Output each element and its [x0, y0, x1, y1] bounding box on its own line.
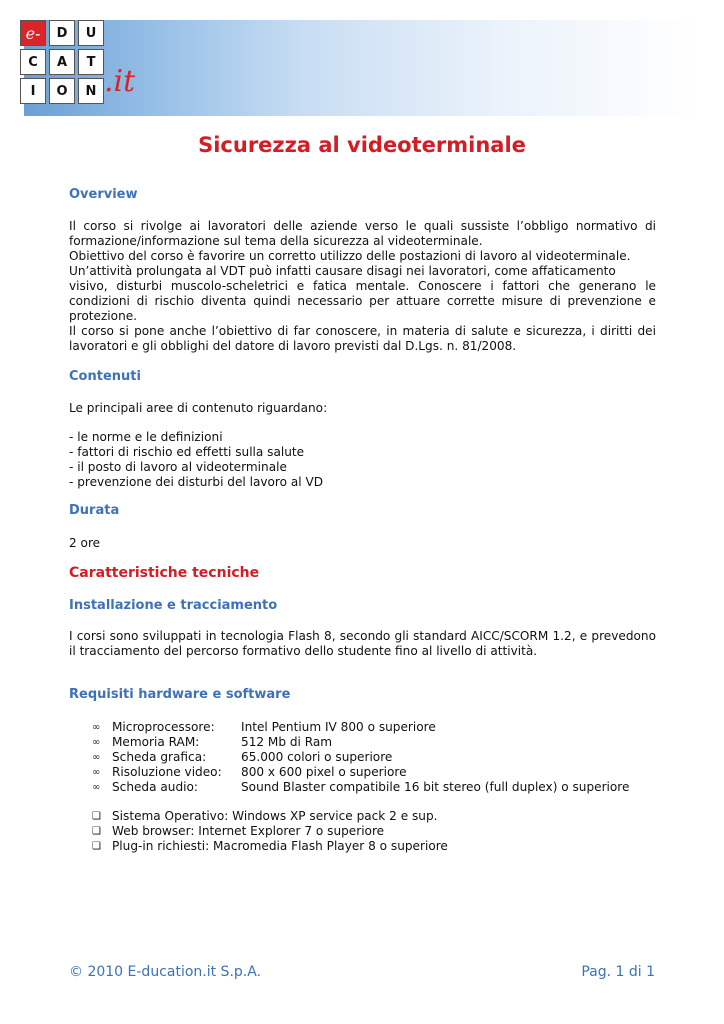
bullet-icon: ∞: [92, 767, 101, 778]
overview-text: [69, 219, 656, 354]
hardware-label: Scheda audio:: [112, 780, 198, 794]
hardware-value: 800 x 600 pixel o superiore: [241, 765, 407, 779]
software-item: Sistema Operativo: Windows XP service pack 2 e sup.: [112, 809, 438, 823]
contenuti-heading: Contenuti: [69, 369, 141, 384]
requisiti-heading: Requisiti hardware e software: [69, 687, 291, 702]
hardware-row: [92, 765, 629, 780]
hardware-row: [92, 735, 629, 750]
hardware-label: Scheda grafica:: [112, 750, 207, 764]
hardware-value: 65.000 colori o superiore: [241, 750, 393, 764]
hardware-value: Sound Blaster compatibile 16 bit stereo (full duplex) o superiore: [241, 780, 630, 794]
overview-paragraph: Il corso si pone anche l’obiettivo di far conoscere, in materia di salute e sicurezza, i diritti dei lavoratori e gli obblighi del datore di lavoro previsti dal D.Lgs. n. 81/2008.: [69, 324, 656, 353]
checkbox-bullet-icon: ❑: [92, 811, 101, 822]
list-item: - il posto di lavoro al videoterminale: [69, 460, 287, 474]
hardware-row: [92, 750, 629, 765]
overview-paragraph: Un’attività prolungata al VDT può infatti causare disagi nei lavoratori, come affaticamento: [69, 264, 616, 278]
logo-cell: D: [49, 20, 75, 46]
overview-heading: Overview: [69, 187, 138, 202]
bullet-icon: ∞: [92, 737, 101, 748]
contenuti-intro: Le principali aree di contenuto riguardano:: [69, 401, 328, 415]
bullet-icon: ∞: [92, 722, 101, 733]
hardware-row: [92, 720, 629, 735]
hardware-list: [92, 720, 629, 795]
logo-suffix: .it: [104, 64, 136, 99]
logo-cell: A: [49, 49, 75, 75]
logo-cell: e-: [20, 20, 46, 46]
list-item: - fattori di rischio ed effetti sulla salute: [69, 445, 305, 459]
logo-cell: N: [78, 78, 104, 104]
installazione-heading: Installazione e tracciamento: [69, 598, 278, 613]
education-logo: [20, 20, 104, 104]
logo-cell: U: [78, 20, 104, 46]
software-row: [92, 809, 448, 824]
hardware-label: Risoluzione video:: [112, 765, 222, 779]
hardware-label: Microprocessore:: [112, 720, 215, 734]
caratteristiche-heading: Caratteristiche tecniche: [69, 565, 260, 581]
installazione-text: I corsi sono sviluppati in tecnologia Flash 8, secondo gli standard AICC/SCORM 1.2, e prevedono il tracciamento del percorso formativo dello studente fino al livello di attività.: [69, 629, 656, 658]
bullet-icon: ∞: [92, 782, 101, 793]
page-title: Sicurezza al videoterminale: [198, 133, 526, 157]
software-item: Web browser: Internet Explorer 7 o superiore: [112, 824, 385, 838]
software-list: [92, 809, 448, 854]
hardware-row: [92, 780, 629, 795]
bullet-icon: ∞: [92, 752, 101, 763]
overview-paragraph: Il corso si rivolge ai lavoratori delle aziende verso le quali sussiste l’obbligo normativo di formazione/informazione sul tema della sicurezza al videoterminale.: [69, 219, 656, 248]
hardware-value: Intel Pentium IV 800 o superiore: [241, 720, 436, 734]
hardware-label: Memoria RAM:: [112, 735, 200, 749]
list-item: - prevenzione dei disturbi del lavoro al VD: [69, 475, 324, 489]
logo-cell: C: [20, 49, 46, 75]
checkbox-bullet-icon: ❑: [92, 826, 101, 837]
logo-cell: I: [20, 78, 46, 104]
software-row: [92, 824, 448, 839]
durata-heading: Durata: [69, 503, 120, 518]
durata-value: 2 ore: [69, 536, 101, 550]
overview-paragraph: Obiettivo del corso è favorire un corretto utilizzo delle postazioni di lavoro al videoterminale.: [69, 249, 631, 263]
software-item: Plug-in richiesti: Macromedia Flash Player 8 o superiore: [112, 839, 448, 853]
logo-cell: T: [78, 49, 104, 75]
overview-paragraph: visivo, disturbi muscolo-scheletrici e fatica mentale. Conoscere i fattori che generano le condizioni di rischio diventa quindi necessario per attuare corrette misure di prevenzione e protezione.: [69, 279, 656, 323]
software-row: [92, 839, 448, 854]
hardware-value: 512 Mb di Ram: [241, 735, 333, 749]
contenuti-list: [69, 430, 323, 490]
footer-copyright: © 2010 E-ducation.it S.p.A.: [69, 964, 262, 980]
list-item: - le norme e le definizioni: [69, 430, 223, 444]
checkbox-bullet-icon: ❑: [92, 841, 101, 852]
footer-page-number: Pag. 1 di 1: [581, 964, 655, 980]
logo-cell: O: [49, 78, 75, 104]
